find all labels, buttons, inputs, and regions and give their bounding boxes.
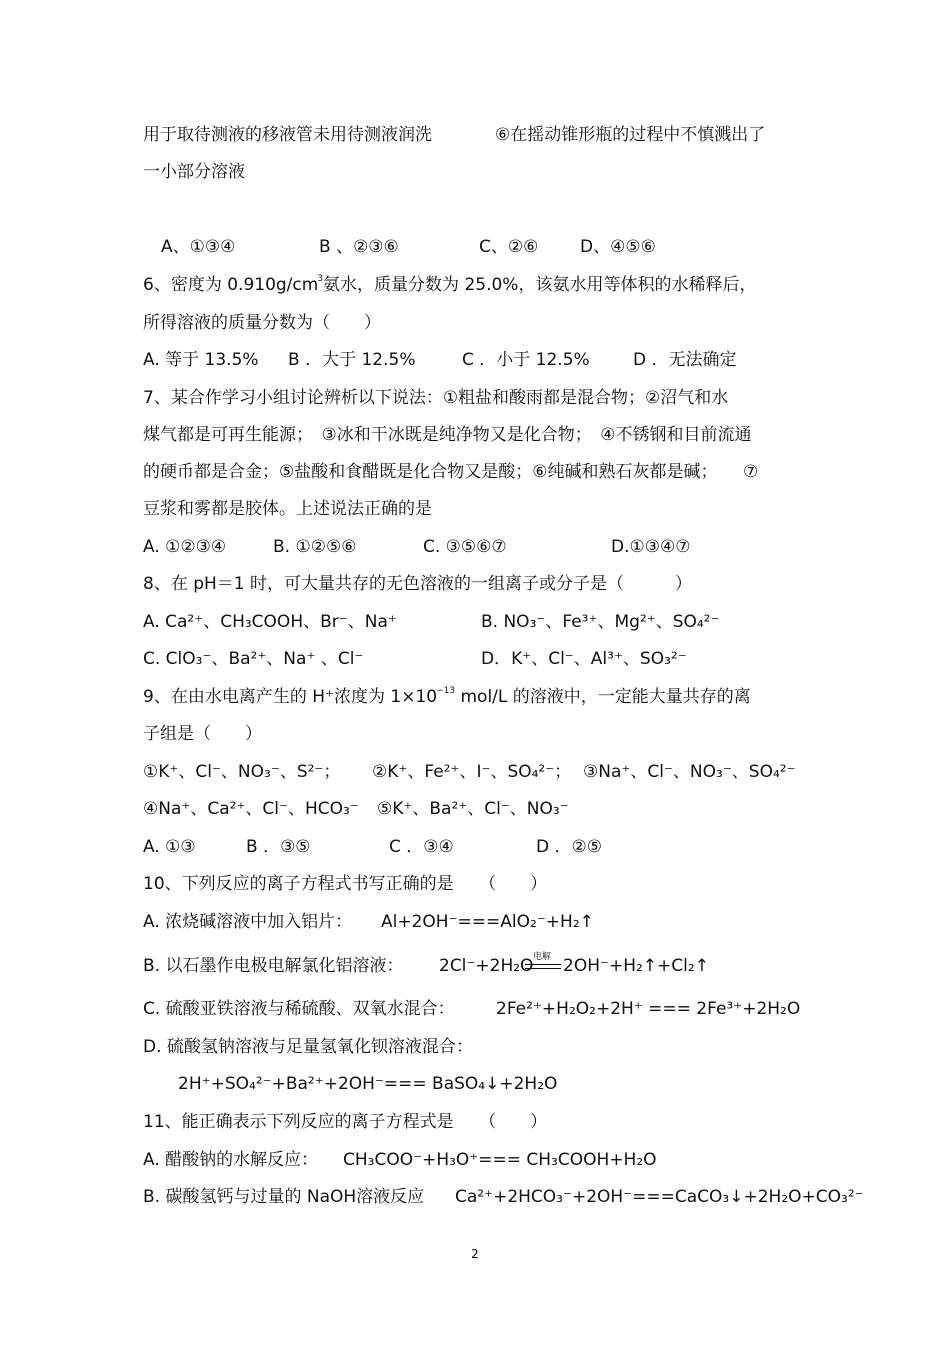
q6-stem (143, 274, 756, 296)
q7-option-d: D.①③④⑦ (611, 537, 691, 557)
q7-stem-line-4: 豆浆和雾都是胶体。上述说法正确的是 (143, 499, 432, 519)
q9-group-4: ④Na⁺、Ca²⁺、Cl⁻、HCO₃⁻ (143, 799, 359, 819)
q8-option-b: B. NO₃⁻、Fe³⁺、Mg²⁺、SO₄²⁻ (481, 612, 720, 632)
q10-electrolysis-condition: 电解 (533, 952, 552, 962)
q9-stem (143, 686, 751, 708)
q7-option-c: C. ③⑤⑥⑦ (423, 537, 507, 557)
prev-item-6: ⑥在摇动锥形瓶的过程中不慎溅出了 (495, 125, 766, 145)
prev-option-b: B 、②③⑥ (319, 237, 399, 257)
q11-option-b-label: B. 碳酸氢钙与过量的 NaOH溶液反应 (143, 1187, 425, 1207)
q9-group-1: ①K⁺、Cl⁻、NO₃⁻、S²⁻； (143, 762, 341, 782)
q10-equal-bar-top (525, 964, 561, 965)
q11-option-b-equation: Ca²⁺+2HCO₃⁻+2OH⁻===CaCO₃↓+2H₂O+CO₃²⁻ (455, 1187, 864, 1207)
q7-option-b: B. ①②⑤⑥ (273, 537, 357, 557)
q7-stem-line-3: 的硬币都是合金；⑤盐酸和食醋既是化合物又是酸；⑥纯碱和熟石灰都是碱； ⑦ (143, 462, 759, 482)
q10-option-a-label: A. 浓烧碱溶液中加入铝片： (143, 912, 353, 932)
prev-item-5: 用于取待测液的移液管未用待测液润洗 (143, 125, 432, 145)
q9-stem-line-2: 子组是（ ） (143, 724, 262, 744)
q9-stem-a: 9、在由水电离产生的 H⁺浓度为 1×10 (143, 687, 438, 707)
q9-stem-b: mol/L 的溶液中，一定能大量共存的离 (460, 687, 751, 707)
q6-exponent: 3 (317, 274, 324, 284)
q6-stem-line-2: 所得溶液的质量分数为（ ） (143, 313, 381, 333)
prev-option-d: D、④⑤⑥ (580, 237, 656, 257)
q6-option-b: B ．大于 12.5% (288, 350, 416, 370)
q9-group-3: ③Na⁺、Cl⁻、NO₃⁻、SO₄²⁻ (583, 762, 796, 782)
q10-option-b-reactants: 2Cl⁻+2H₂O (439, 956, 534, 976)
prev-option-a: A、①③④ (161, 237, 236, 257)
q9-group-5: ⑤K⁺、Ba²⁺、Cl⁻、NO₃⁻ (377, 799, 569, 819)
q10-stem: 10、下列反应的离子方程式书写正确的是 （ ） (143, 874, 548, 894)
q9-option-a: A. ①③ (143, 837, 196, 857)
q6-option-d: D ．无法确定 (633, 350, 737, 370)
q10-option-c-label: C. 硫酸亚铁溶液与稀硫酸、双氧水混合： (143, 999, 455, 1019)
q11-stem: 11、能正确表示下列反应的离子方程式是 （ ） (143, 1112, 548, 1132)
q9-group-2: ②K⁺、Fe²⁺、I⁻、SO₄²⁻； (372, 762, 572, 782)
q10-option-b-label: B. 以石墨作电极电解氯化铝溶液： (143, 956, 404, 976)
q10-option-d: D. 硫酸氢钠溶液与足量氢氧化钡溶液混合： (143, 1037, 473, 1057)
q10-option-c-equation: 2Fe²⁺+H₂O₂+2H⁺ === 2Fe³⁺+2H₂O (496, 999, 801, 1019)
prev-line-2: 一小部分溶液 (143, 162, 245, 182)
page-number: 2 (471, 1247, 479, 1261)
q11-option-a-label: A. 醋酸钠的水解反应： (143, 1150, 319, 1170)
q10-option-b-products: 2OH⁻+H₂↑+Cl₂↑ (563, 956, 709, 976)
q6-option-c: C ．小于 12.5% (462, 350, 590, 370)
q7-stem-line-1: 7、某合作学习小组讨论辨析以下说法：①粗盐和酸雨都是混合物；②沼气和水 (143, 388, 729, 408)
q6-stem-a: 6、密度为 0.910g/cm (143, 275, 319, 295)
q10-option-d-equation: 2H⁺+SO₄²⁻+Ba²⁺+2OH⁻=== BaSO₄↓+2H₂O (178, 1074, 558, 1094)
q10-equal-bar-bottom (525, 968, 561, 969)
q9-exponent: −13 (436, 686, 456, 696)
q6-option-a: A. 等于 13.5% (143, 350, 259, 370)
q8-option-c: C. ClO₃⁻、Ba²⁺、Na⁺ 、Cl⁻ (143, 649, 364, 669)
q8-option-a: A. Ca²⁺、CH₃COOH、Br⁻、Na⁺ (143, 612, 397, 632)
prev-option-c: C、②⑥ (479, 237, 539, 257)
q11-option-a-equation: CH₃COO⁻+H₃O⁺=== CH₃COOH+H₂O (343, 1150, 657, 1170)
q8-option-d: D．K⁺、Cl⁻、Al³⁺、SO₃²⁻ (481, 649, 687, 669)
q10-option-a-equation: Al+2OH⁻===AlO₂⁻+H₂↑ (381, 912, 594, 932)
q9-option-d: D ．②⑤ (536, 837, 602, 857)
q7-option-a: A. ①②③④ (143, 537, 227, 557)
q6-stem-b: 氨水，质量分数为 25.0%，该氨水用等体积的水稀释后， (323, 275, 757, 295)
q9-option-b: B ．③⑤ (246, 837, 311, 857)
q9-option-c: C ．③④ (389, 837, 454, 857)
q7-stem-line-2: 煤气都是可再生能源； ③冰和干冰既是纯净物又是化合物； ④不锈钢和目前流通 (143, 425, 752, 445)
q8-stem: 8、在 pH＝1 时，可大量共存的无色溶液的一组离子或分子是（ ） (143, 574, 693, 594)
